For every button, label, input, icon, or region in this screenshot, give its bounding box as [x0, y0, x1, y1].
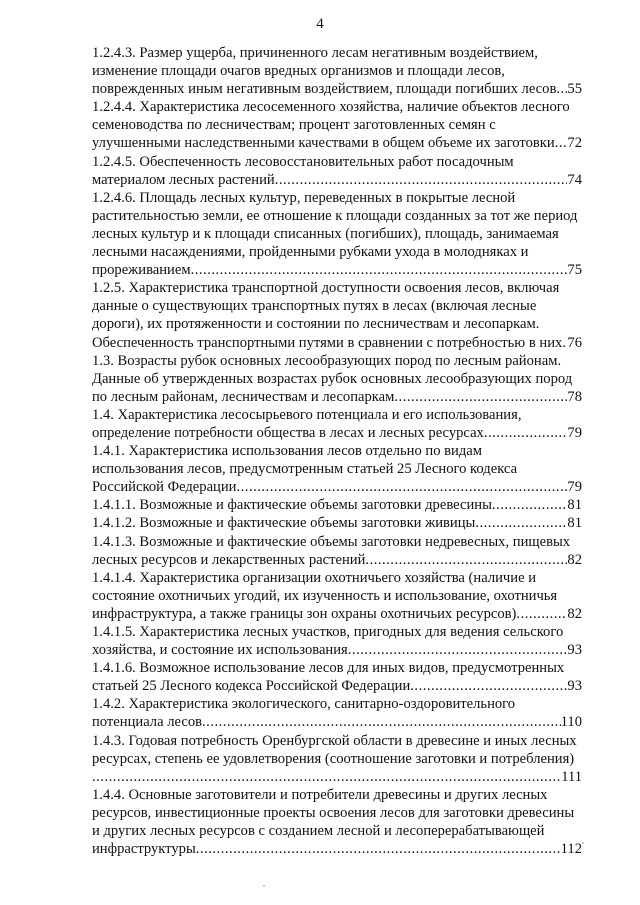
toc-entry-line: 1.4.1.6. Возможное использование лесов для иных видов, предусмотренных: [92, 660, 565, 677]
dot-leader: [410, 677, 567, 695]
toc-entry-line: 1.4.2. Характеристика экологического, санитарно-оздоровительного: [92, 696, 516, 713]
toc-page-number: 110: [560, 714, 582, 731]
toc-entry-line: поврежденных иным негативным воздействием, площади погибших лесов: [92, 81, 557, 98]
toc-entry-line: 1.4.3. Годовая потребность Оренбургской области в древесине и иных лесных: [92, 732, 577, 749]
toc-entry-line: Данные об утвержденных возрастах рубок основных лесообразующих пород: [92, 370, 573, 387]
toc-entry-line: 1.2.4.5. Обеспеченность лесовосстановительных работ посадочным: [92, 153, 514, 170]
toc-entry-last-line: [92, 840, 582, 858]
toc-page-number: 72: [567, 135, 582, 152]
toc-entry-line: 1.2.4.6. Площадь лесных культур, переведенных в покрытые лесной: [92, 189, 516, 206]
toc-page-number: 78: [567, 388, 582, 405]
toc-entry-line: определение потребности общества в лесах и лесных ресурсах: [92, 424, 484, 441]
toc-entry-line: растительностью земли, ее отношение к площади созданных за тот же период: [92, 207, 578, 224]
dot-leader: [516, 605, 567, 623]
dot-leader: [191, 261, 568, 279]
toc-entry: [92, 496, 582, 514]
toc-entry-last-line: [92, 388, 582, 406]
dot-leader: [92, 768, 561, 786]
toc-entry-last-line: [92, 768, 582, 786]
toc-entry-line: данные о существующих транспортных путях в лесах (включая лесные: [92, 298, 537, 315]
toc-entry-last-line: [92, 551, 582, 569]
toc-entry-line: 1.4.1.5. Характеристика лесных участков, пригодных для ведения сельского: [92, 624, 564, 640]
toc-entry-line: инфраструктуры: [92, 841, 196, 858]
dot-leader: [492, 496, 568, 514]
toc-entry-line: изменение площади очагов вредных организмов и площади лесов,: [92, 63, 505, 80]
toc-entry-line: ресурсах, степень ее удовлетворения (соотношение заготовки и потребления): [92, 750, 575, 767]
dot-leader: [484, 424, 568, 442]
toc-entry-last-line: [92, 677, 582, 695]
toc-entry: [92, 732, 582, 786]
toc-entry: [92, 406, 582, 442]
table-of-contents: [92, 44, 582, 858]
toc-entry: [92, 659, 582, 695]
toc-entry: [92, 514, 582, 532]
toc-entry: [92, 533, 582, 569]
toc-entry: [92, 786, 582, 858]
toc-entry-line: лесными насаждениями, пройденными рубками ухода в молодняках и: [92, 244, 529, 261]
toc-entry-line: лесных ресурсов и лекарственных растений: [92, 551, 366, 568]
toc-entry-last-line: [92, 478, 582, 496]
toc-page-number: 82: [567, 551, 582, 568]
toc-page-number: 93: [567, 642, 582, 659]
toc-entry-line: 1.4.1.2. Возможные и фактические объемы заготовки живицы: [92, 515, 476, 532]
dot-leader: [394, 388, 567, 406]
toc-page-number: 75: [567, 262, 582, 279]
toc-entry-last-line: [92, 80, 582, 98]
toc-entry: [92, 153, 582, 189]
toc-entry-line: Российской Федерации: [92, 479, 237, 496]
toc-entry-last-line: [92, 424, 582, 442]
toc-page-number: 76: [567, 334, 582, 351]
toc-entry-line: состояние охотничьих угодий, их изученность и использование, охотничья: [92, 587, 558, 604]
toc-entry-line: 1.3. Возрасты рубок основных лесообразующих пород по лесным районам.: [92, 352, 562, 369]
toc-entry: [92, 189, 582, 279]
toc-entry-line: потенциала лесов: [92, 714, 203, 731]
toc-entry-line: 1.4.1.1. Возможные и фактические объемы заготовки древесины: [92, 497, 492, 514]
toc-entry-last-line: [92, 261, 582, 279]
toc-entry-last-line: [92, 514, 582, 532]
toc-entry-line: прореживанием: [92, 262, 191, 279]
toc-entry-last-line: [92, 496, 582, 514]
dot-leader: [475, 514, 567, 532]
toc-entry: [92, 352, 582, 406]
toc-entry-line: 1.4.1.3. Возможные и фактические объемы заготовки недревесных, пищевых: [92, 533, 571, 550]
toc-page-number: 81: [567, 515, 582, 532]
toc-entry-last-line: [92, 713, 582, 731]
toc-entry-last-line: [92, 641, 582, 659]
dot-leader: [348, 641, 568, 659]
toc-entry: [92, 98, 582, 152]
toc-entry-last-line: [92, 334, 582, 352]
toc-entry-line: 1.2.4.3. Размер ущерба, причиненного лесам негативным воздействием,: [92, 45, 538, 61]
dot-leader: [556, 80, 567, 98]
toc-entry-line: использования лесов, предусмотренным статьей 25 Лесного кодекса: [92, 461, 518, 478]
toc-entry-line: 1.2.5. Характеристика транспортной доступности освоения лесов, включая: [92, 280, 560, 297]
toc-entry-line: Обеспеченность транспортными путями в сравнении с потребностью в них: [92, 334, 563, 351]
toc-entry-line: 1.4. Характеристика лесосырьевого потенциала и его использования,: [92, 406, 522, 423]
toc-entry: [92, 623, 582, 659]
dot-leader: [275, 171, 568, 189]
toc-entry-line: и других лесных ресурсов с созданием лесной и лесоперерабатывающей: [92, 823, 545, 840]
toc-page-number: 81: [567, 497, 582, 514]
toc-entry-line: лесных культур и к площади списанных (погибших), площадь, занимаемая: [92, 225, 559, 242]
toc-entry-line: материалом лесных растений: [92, 171, 275, 188]
toc-page-number: 82: [567, 605, 582, 622]
scan-speck: [582, 842, 584, 844]
toc-page-number: 111: [561, 768, 582, 785]
toc-entry: [92, 442, 582, 496]
dot-leader: [365, 551, 567, 569]
toc-entry-last-line: [92, 171, 582, 189]
toc-entry-line: ресурсов, инвестиционные проекты освоения лесов для заготовки древесины: [92, 804, 575, 821]
toc-entry: [92, 44, 582, 98]
toc-page-number: 79: [567, 479, 582, 496]
page-number: 4: [316, 16, 324, 32]
dot-leader: [202, 713, 561, 731]
toc-entry-line: улучшенными наследственными качествами в общем объеме их заготовки: [92, 135, 555, 152]
dot-leader: [196, 840, 561, 858]
toc-entry-last-line: [92, 134, 582, 152]
toc-page-number: 79: [567, 424, 582, 441]
scan-speck: [263, 885, 265, 887]
toc-entry-last-line: [92, 605, 582, 623]
toc-entry-line: 1.4.4. Основные заготовители и потребители древесины и других лесных: [92, 786, 548, 803]
toc-entry: [92, 279, 582, 351]
toc-entry-line: по лесным районам, лесничествам и лесопаркам: [92, 388, 395, 405]
toc-entry-line: хозяйства, и состояние их использования: [92, 642, 348, 659]
toc-entry-line: инфраструктура, а также границы зон охраны охотничьих ресурсов): [92, 605, 517, 622]
toc-entry-line: дороги), их протяженности и состоянии по лесничествам и лесопаркам.: [92, 316, 540, 333]
toc-entry-line: статьей 25 Лесного кодекса Российской Федерации: [92, 678, 411, 695]
toc-entry-line: 1.4.1. Характеристика использования лесов отдельно по видам: [92, 443, 482, 460]
dot-leader: [237, 478, 568, 496]
toc-entry-line: 1.2.4.4. Характеристика лесосеменного хозяйства, наличие объектов лесного: [92, 99, 570, 116]
toc-page-number: 74: [567, 171, 582, 188]
toc-entry: [92, 695, 582, 731]
toc-entry-line: семеноводства по лесничествам; процент заготовленных семян с: [92, 117, 496, 134]
toc-page-number: 55: [567, 81, 582, 98]
toc-page-number: 112: [560, 841, 582, 858]
toc-entry: [92, 569, 582, 623]
toc-entry-line: 1.4.1.4. Характеристика организации охотничьего хозяйства (наличие и: [92, 569, 537, 586]
dot-leader: [555, 134, 568, 152]
toc-page-number: 93: [567, 678, 582, 695]
